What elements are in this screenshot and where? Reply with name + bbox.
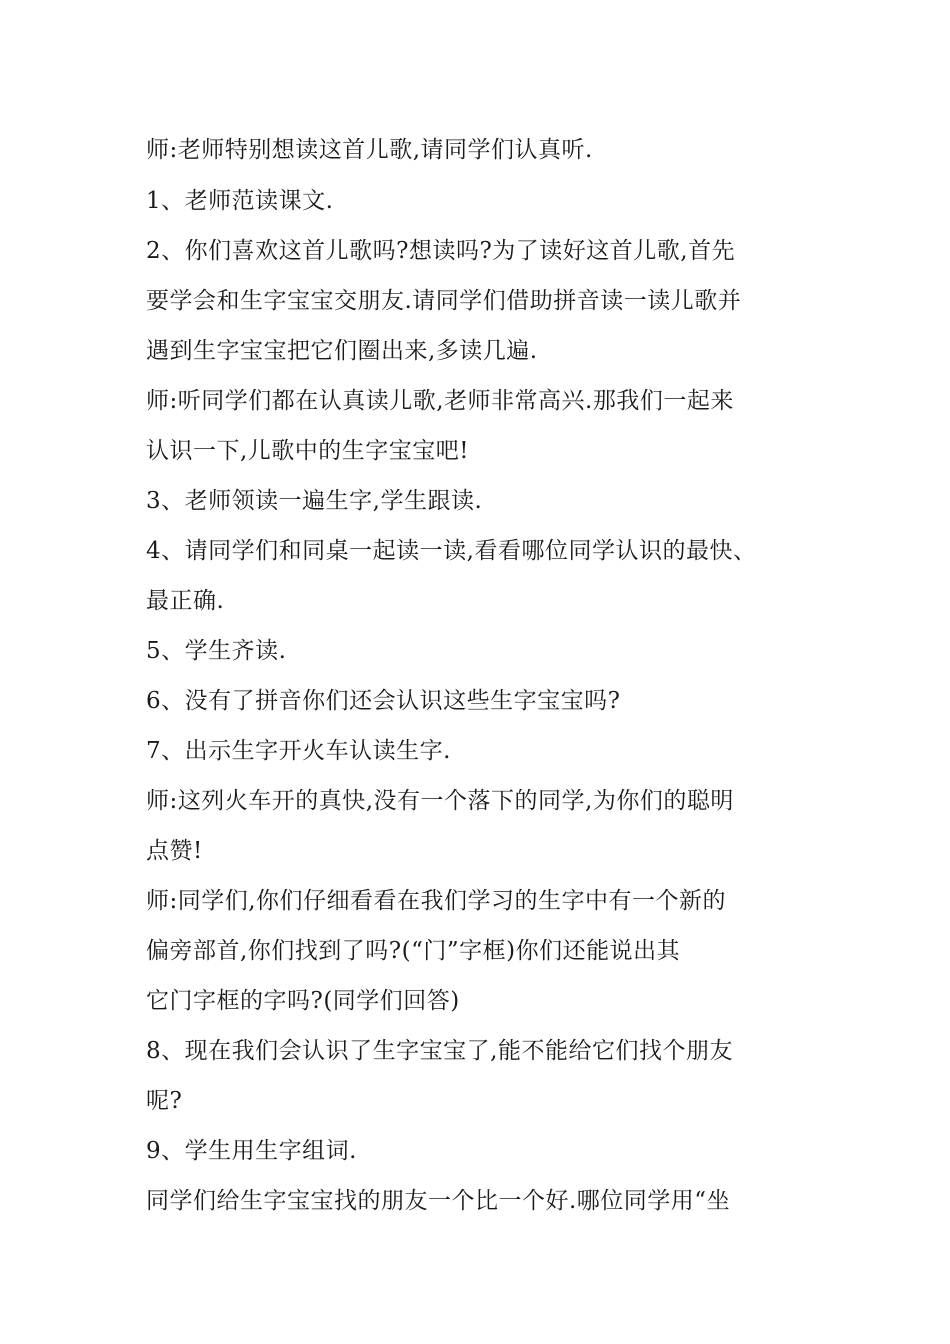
text-line: 3、老师领读一遍生字,学生跟读. [146, 488, 483, 514]
text-line: 师:这列火车开的真快,没有一个落下的同学,为你们的聪明 [146, 788, 734, 814]
text-line: 6、没有了拼音你们还会认识这些生字宝宝吗? [146, 688, 621, 714]
text-line: 7、出示生字开火车认读生字. [146, 738, 451, 764]
text-line: 2、你们喜欢这首儿歌吗?想读吗?为了读好这首儿歌,首先 [146, 238, 736, 264]
text-line: 师:听同学们都在认真读儿歌,老师非常高兴.那我们一起来 [146, 388, 734, 414]
text-line: 师:同学们,你们仔细看看在我们学习的生字中有一个新的 [146, 888, 727, 914]
text-line: 4、请同学们和同桌一起读一读,看看哪位同学认识的最快、 [146, 538, 757, 564]
text-line: 最正确. [146, 588, 225, 614]
text-line: 要学会和生字宝宝交朋友.请同学们借助拼音读一读儿歌并 [146, 288, 742, 314]
text-line: 偏旁部首,你们找到了吗?(“门”字框)你们还能说出其 [146, 938, 681, 964]
text-line: 9、学生用生字组词. [146, 1138, 357, 1164]
text-line: 呢? [146, 1088, 183, 1114]
text-line: 5、学生齐读. [146, 638, 287, 664]
text-line: 点赞! [146, 838, 203, 864]
text-line: 同学们给生字宝宝找的朋友一个比一个好.哪位同学用“坐 [146, 1188, 731, 1214]
text-line: 它门字框的字吗?(同学们回答) [146, 988, 460, 1014]
text-line: 认识一下,儿歌中的生字宝宝吧! [146, 438, 470, 464]
text-line: 8、现在我们会认识了生字宝宝了,能不能给它们找个朋友 [146, 1038, 733, 1064]
text-line: 1、老师范读课文. [146, 188, 334, 214]
text-line: 遇到生字宝宝把它们圈出来,多读几遍. [146, 338, 538, 364]
text-line: 师:老师特别想读这首儿歌,请同学们认真听. [146, 137, 593, 163]
